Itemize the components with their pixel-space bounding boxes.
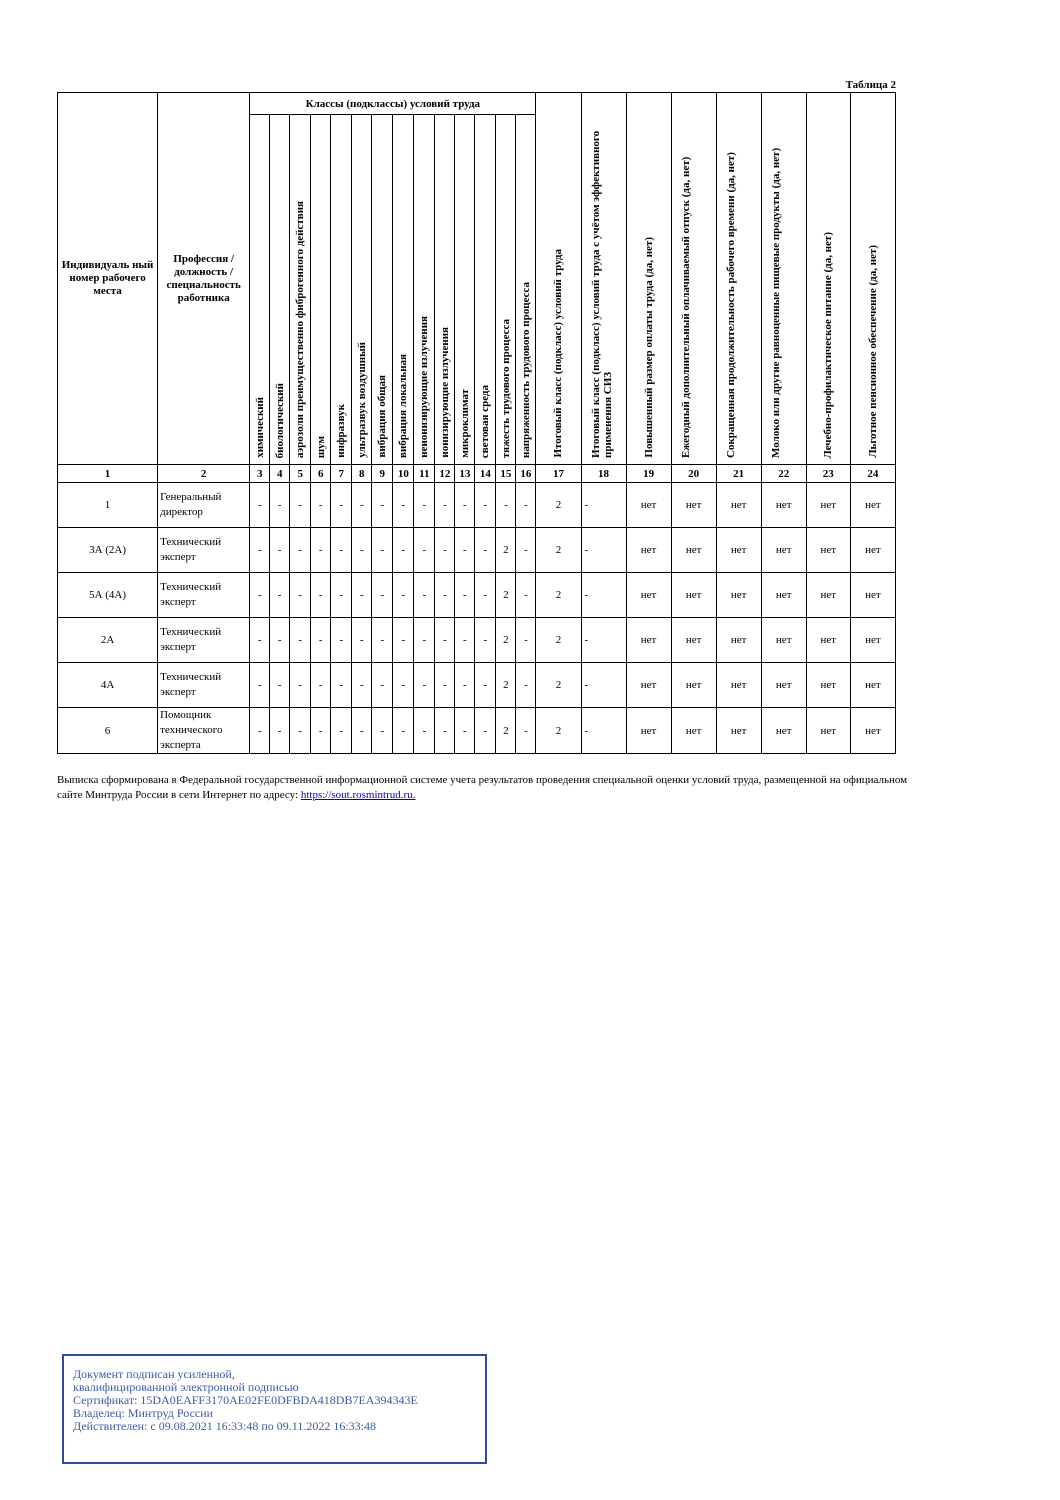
profession-cell: Технический эксперт: [158, 618, 250, 663]
guarantee-cell: нет: [671, 708, 716, 754]
column-number: 7: [331, 465, 352, 483]
factor-class-cell: -: [393, 483, 414, 528]
factor-class-cell: -: [475, 663, 496, 708]
factor-class-cell: -: [290, 483, 311, 528]
factor-class-cell: -: [435, 618, 455, 663]
profession-cell: Помощник технического эксперта: [158, 708, 250, 754]
guarantee-cell: нет: [671, 618, 716, 663]
factor-class-cell: -: [270, 708, 290, 754]
final-class-ppe-cell: -: [581, 708, 626, 754]
factor-class-cell: -: [290, 573, 311, 618]
factor-class-cell: -: [414, 528, 435, 573]
guarantee-cell: нет: [850, 528, 895, 573]
guarantee-cell: нет: [761, 483, 806, 528]
guarantee-cell: нет: [626, 618, 671, 663]
final-class-cell: 2: [536, 573, 581, 618]
signature-certificate: Сертификат: 15DA0EAFF3170AE02FE0DFBDA418DB7EA394343E: [73, 1393, 418, 1407]
signature-validity: Действителен: с 09.08.2021 16:33:48 по 09.11.2022 16:33:48: [73, 1419, 377, 1433]
column-number: 21: [716, 465, 761, 483]
table-row: [58, 708, 896, 754]
factor-class-cell: -: [414, 483, 435, 528]
header-factor-light: световая среда: [475, 115, 496, 465]
factor-class-cell: -: [331, 528, 352, 573]
factor-class-cell: -: [270, 663, 290, 708]
factor-class-cell: -: [352, 483, 372, 528]
header-final-class: Итоговый класс (подкласс) условий труда: [536, 93, 581, 465]
factor-class-cell: -: [393, 708, 414, 754]
final-class-cell: 2: [536, 618, 581, 663]
guarantee-cell: нет: [716, 573, 761, 618]
guarantee-cell: нет: [671, 483, 716, 528]
guarantee-cell: нет: [626, 528, 671, 573]
column-number: 8: [352, 465, 372, 483]
table-row: [58, 573, 896, 618]
guarantee-cell: нет: [850, 483, 895, 528]
factor-class-cell: -: [372, 483, 393, 528]
factor-class-cell: -: [455, 483, 475, 528]
factor-class-cell: -: [393, 663, 414, 708]
factor-class-cell: -: [270, 528, 290, 573]
guarantee-cell: нет: [806, 618, 850, 663]
factor-class-cell: -: [516, 708, 536, 754]
guarantee-cell: нет: [850, 708, 895, 754]
factor-class-cell: -: [250, 663, 270, 708]
factor-class-cell: -: [393, 618, 414, 663]
guarantee-cell: нет: [716, 483, 761, 528]
final-class-cell: 2: [536, 708, 581, 754]
factor-class-cell: -: [496, 483, 516, 528]
factor-class-cell: -: [393, 528, 414, 573]
column-number: 12: [435, 465, 455, 483]
header-reduced-hours: Сокращенная продолжительность рабочего времени (да, нет): [716, 93, 761, 465]
workplace-number-cell: 2А: [58, 618, 158, 663]
factor-class-cell: -: [516, 618, 536, 663]
column-number: 17: [536, 465, 581, 483]
column-number: 20: [671, 465, 716, 483]
factor-class-cell: -: [414, 618, 435, 663]
header-factor-chemical: химический: [250, 115, 270, 465]
guarantee-cell: нет: [761, 663, 806, 708]
guarantee-cell: нет: [850, 663, 895, 708]
header-factor-intensity: напряженность трудового процесса: [516, 115, 536, 465]
column-number: 14: [475, 465, 496, 483]
column-number: 5: [290, 465, 311, 483]
header-factor-infrasound: инфразвук: [331, 115, 352, 465]
final-class-ppe-cell: -: [581, 528, 626, 573]
factor-class-cell: -: [352, 573, 372, 618]
guarantee-cell: нет: [671, 573, 716, 618]
signature-line: квалифицированной электронной подписью: [73, 1380, 299, 1394]
factor-class-cell: -: [372, 708, 393, 754]
header-extra-leave: Ежегодный дополнительный оплачиваемый отпуск (да, нет): [671, 93, 716, 465]
final-class-ppe-cell: -: [581, 483, 626, 528]
table-body: [58, 483, 896, 754]
column-numbers-row: [58, 465, 896, 483]
column-number: 24: [850, 465, 895, 483]
header-factor-microclimate: микроклимат: [455, 115, 475, 465]
column-number: 3: [250, 465, 270, 483]
factor-class-cell: -: [311, 618, 331, 663]
final-class-ppe-cell: -: [581, 618, 626, 663]
guarantee-cell: нет: [626, 573, 671, 618]
profession-cell: Генеральный директор: [158, 483, 250, 528]
factor-class-cell: -: [331, 618, 352, 663]
header-factor-vibration-general: вибрация общая: [372, 115, 393, 465]
factor-class-cell: -: [435, 663, 455, 708]
factor-class-cell: -: [331, 483, 352, 528]
factor-class-cell: -: [414, 573, 435, 618]
factor-class-cell: -: [516, 573, 536, 618]
factor-class-cell: -: [250, 528, 270, 573]
factor-class-cell: -: [311, 483, 331, 528]
factor-class-cell: -: [352, 618, 372, 663]
header-workplace-number: Индивидуаль ный номер рабочего места: [58, 93, 158, 465]
column-number: 1: [58, 465, 158, 483]
header-factor-nonionizing: неионизирующие излучения: [414, 115, 435, 465]
factor-class-cell: -: [250, 708, 270, 754]
factor-class-cell: -: [516, 528, 536, 573]
column-number: 19: [626, 465, 671, 483]
factor-class-cell: -: [311, 708, 331, 754]
column-number: 13: [455, 465, 475, 483]
header-extra-pay: Повышенный размер оплаты труда (да, нет): [626, 93, 671, 465]
factor-class-cell: -: [331, 708, 352, 754]
factor-class-cell: -: [516, 483, 536, 528]
column-number: 6: [311, 465, 331, 483]
factor-class-cell: -: [475, 573, 496, 618]
factor-class-cell: -: [331, 663, 352, 708]
workplace-number-cell: 6: [58, 708, 158, 754]
guarantee-cell: нет: [806, 663, 850, 708]
guarantee-cell: нет: [716, 528, 761, 573]
guarantee-cell: нет: [716, 618, 761, 663]
factor-class-cell: -: [311, 663, 331, 708]
factor-class-cell: -: [352, 528, 372, 573]
factor-class-cell: -: [290, 528, 311, 573]
guarantee-cell: нет: [716, 663, 761, 708]
sout-table: [57, 92, 896, 754]
guarantee-cell: нет: [626, 483, 671, 528]
header-factor-severity: тяжесть трудового процесса: [496, 115, 516, 465]
signature-line: Документ подписан усиленной,: [73, 1367, 235, 1381]
guarantee-cell: нет: [761, 528, 806, 573]
header-final-class-ppe: Итоговый класс (подкласс) условий труда с учётом эффективного применения СИЗ: [581, 93, 626, 465]
guarantee-cell: нет: [626, 663, 671, 708]
factor-class-cell: -: [475, 528, 496, 573]
final-class-ppe-cell: -: [581, 663, 626, 708]
header-profession: Профессия / должность / специальность работника: [158, 93, 250, 465]
column-number: 16: [516, 465, 536, 483]
column-number: 22: [761, 465, 806, 483]
final-class-ppe-cell: -: [581, 573, 626, 618]
guarantee-cell: нет: [671, 663, 716, 708]
factor-class-cell: -: [311, 573, 331, 618]
factor-class-cell: -: [435, 573, 455, 618]
header-factor-ultrasound: ультразвук воздушный: [352, 115, 372, 465]
final-class-cell: 2: [536, 663, 581, 708]
column-number: 2: [158, 465, 250, 483]
guarantee-cell: нет: [671, 528, 716, 573]
footnote-link[interactable]: https://sout.rosmintrud.ru.: [300, 789, 416, 801]
factor-class-cell: -: [414, 663, 435, 708]
factor-class-cell: -: [311, 528, 331, 573]
final-class-cell: 2: [536, 528, 581, 573]
table-row: [58, 483, 896, 528]
factor-class-cell: -: [414, 708, 435, 754]
workplace-number-cell: 3А (2А): [58, 528, 158, 573]
column-number: 4: [270, 465, 290, 483]
guarantee-cell: нет: [761, 618, 806, 663]
factor-class-cell: -: [372, 618, 393, 663]
factor-class-cell: -: [435, 708, 455, 754]
factor-class-cell: -: [290, 618, 311, 663]
factor-class-cell: -: [352, 663, 372, 708]
column-number: 15: [496, 465, 516, 483]
guarantee-cell: нет: [806, 708, 850, 754]
factor-class-cell: 2: [496, 573, 516, 618]
guarantee-cell: нет: [850, 618, 895, 663]
table-row: [58, 528, 896, 573]
guarantee-cell: нет: [806, 573, 850, 618]
header-classes-group: Классы (подклассы) условий труда: [250, 93, 536, 115]
column-number: 9: [372, 465, 393, 483]
profession-cell: Технический эксперт: [158, 528, 250, 573]
factor-class-cell: -: [475, 618, 496, 663]
factor-class-cell: -: [455, 573, 475, 618]
factor-class-cell: -: [393, 573, 414, 618]
factor-class-cell: -: [250, 618, 270, 663]
guarantee-cell: нет: [716, 708, 761, 754]
header-factor-noise: шум: [311, 115, 331, 465]
table-row: [58, 618, 896, 663]
workplace-number-cell: 5А (4А): [58, 573, 158, 618]
header-pension: Льготное пенсионное обеспечение (да, нет): [850, 93, 895, 465]
factor-class-cell: -: [475, 708, 496, 754]
factor-class-cell: -: [270, 573, 290, 618]
guarantee-cell: нет: [850, 573, 895, 618]
factor-class-cell: -: [372, 663, 393, 708]
factor-class-cell: -: [372, 573, 393, 618]
electronic-signature-stamp: [62, 1354, 487, 1464]
final-class-cell: 2: [536, 483, 581, 528]
factor-class-cell: -: [455, 528, 475, 573]
header-medical-food: Лечебно-профилактическое питание (да, нет): [806, 93, 850, 465]
factor-class-cell: 2: [496, 708, 516, 754]
table-caption: Таблица 2: [845, 79, 896, 91]
factor-class-cell: -: [475, 483, 496, 528]
factor-class-cell: 2: [496, 528, 516, 573]
factor-class-cell: 2: [496, 663, 516, 708]
header-milk: Молоко или другие равноценные пищевые продукты (да, нет): [761, 93, 806, 465]
factor-class-cell: -: [352, 708, 372, 754]
factor-class-cell: -: [270, 483, 290, 528]
factor-class-cell: -: [290, 708, 311, 754]
table-row: [58, 663, 896, 708]
header-factor-aerosols: аэрозоли преимущественно фиброгенного действия: [290, 115, 311, 465]
header-factor-biological: биологический: [270, 115, 290, 465]
header-factor-vibration-local: вибрация локальная: [393, 115, 414, 465]
footnote-text: Выписка сформирована в Федеральной государственной информационной системе учета результатов проведения специальной оценки условий труда, размещенной на официальном сайте Минтруда России в сети Интернет по адресу:: [57, 774, 908, 801]
column-number: 11: [414, 465, 435, 483]
guarantee-cell: нет: [761, 708, 806, 754]
factor-class-cell: -: [516, 663, 536, 708]
guarantee-cell: нет: [806, 528, 850, 573]
column-number: 18: [581, 465, 626, 483]
guarantee-cell: нет: [626, 708, 671, 754]
factor-class-cell: -: [250, 573, 270, 618]
factor-class-cell: -: [455, 663, 475, 708]
factor-class-cell: -: [455, 708, 475, 754]
workplace-number-cell: 1: [58, 483, 158, 528]
footnote: [57, 773, 917, 803]
column-number: 10: [393, 465, 414, 483]
factor-class-cell: -: [435, 528, 455, 573]
factor-class-cell: -: [455, 618, 475, 663]
factor-class-cell: -: [250, 483, 270, 528]
factor-class-cell: -: [270, 618, 290, 663]
factor-class-cell: -: [290, 663, 311, 708]
guarantee-cell: нет: [761, 573, 806, 618]
factor-class-cell: -: [372, 528, 393, 573]
factor-class-cell: -: [331, 573, 352, 618]
guarantee-cell: нет: [806, 483, 850, 528]
header-factor-ionizing: ионизирующие излучения: [435, 115, 455, 465]
factor-class-cell: -: [435, 483, 455, 528]
workplace-number-cell: 4А: [58, 663, 158, 708]
signature-owner: Владелец: Минтруд России: [73, 1406, 214, 1420]
profession-cell: Технический эксперт: [158, 663, 250, 708]
column-number: 23: [806, 465, 850, 483]
factor-class-cell: 2: [496, 618, 516, 663]
profession-cell: Технический эксперт: [158, 573, 250, 618]
